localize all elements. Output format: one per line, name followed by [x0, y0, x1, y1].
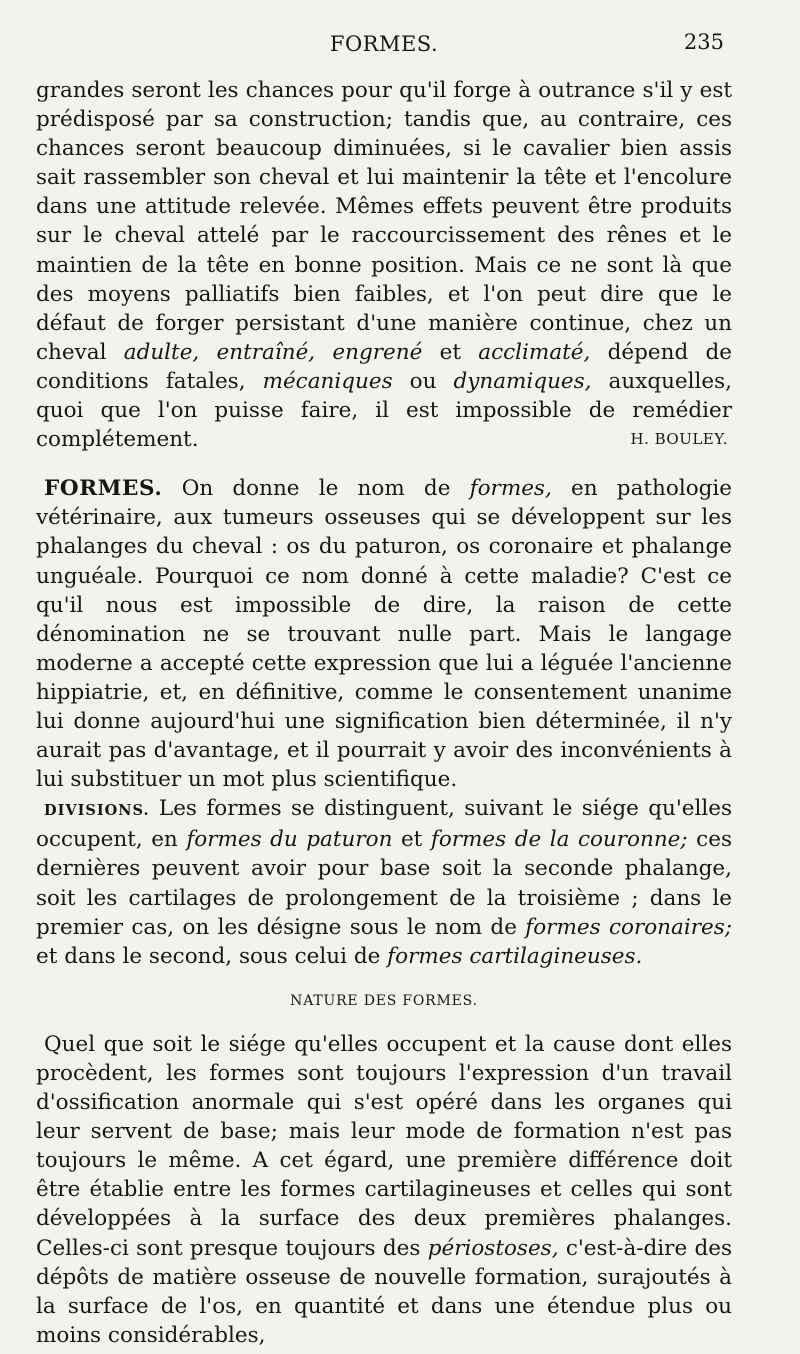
running-head-title: FORMES.	[329, 32, 439, 56]
paragraph-forging-conclusion	[36, 76, 732, 454]
paragraph-divisions	[36, 794, 732, 971]
italic-term: périostoses,	[427, 1235, 559, 1261]
paragraph-text: dépend de conditions fatales,	[36, 339, 732, 394]
entry-heading: FORMES.	[44, 476, 163, 502]
page-body	[36, 76, 732, 1350]
paragraph-text: c'est-à-dire des dépôts de matière osseuse de nouvelle formation, surajoutés à la surface de l'os, en quantité et dans une étendue plus ou moins considérables,	[36, 1235, 732, 1348]
paragraph-text: Les formes se distinguent, suivant le siége qu'elles occupent, en	[36, 796, 732, 853]
italic-term: dynamiques,	[453, 368, 592, 394]
paragraph-text: et	[422, 339, 479, 365]
paragraph-text: et dans le second, sous celui de	[36, 943, 388, 969]
page-number: 235	[683, 30, 724, 54]
paragraph-text: ces dernières peuvent avoir pour base soit la seconde phalange, soit les cartilages de prolongement de la troisième ; dans le premier cas, on les désigne sous le nom de	[36, 827, 732, 940]
italic-term: formes coronaires;	[525, 914, 732, 940]
paragraph-text: Quel que soit le siége qu'elles occupent et la cause dont elles procèdent, les formes sont toujours l'expression d'un travail d'ossification anormale qui s'est opéré dans les organes qui leur servent de base; mais leur mode de formation n'est pas toujours le même. A cet égard, une première différence doit être établie entre les formes cartilagineuses et celles qui sont développées à la surface des deux premières phalanges. Celles-ci sont presque toujours des	[36, 1031, 732, 1261]
italic-term: formes de la couronne;	[430, 827, 688, 853]
paragraph-text: On donne le nom de	[162, 476, 470, 502]
running-head	[36, 28, 732, 64]
paragraph-nature	[36, 1030, 732, 1350]
subsection-label: DIVISIONS.	[44, 802, 150, 820]
paragraph-text: auxquelles, quoi que l'on puisse faire, il est impossible de remédier complétement.	[36, 368, 733, 453]
paragraph-text: ou	[392, 368, 454, 394]
italic-term: formes,	[469, 476, 552, 502]
italic-term: formes cartilagineuses.	[387, 943, 643, 969]
paragraph-text: en pathologie vétérinaire, aux tumeurs osseuses qui se développent sur les phalanges du cheval : os du paturon, os coronaire et phalange unguéale. Pourquoi ce nom donné à cette maladie? C'est ce qu'il nous est impossible de dire, la raison de cette dénomination ne se trouvant nulle part. Mais le langage moderne a accepté cette expression que lui a léguée l'ancienne hippiatrie, et, en définitive, comme le consentement unanime lui donne aujourd'hui une signification bien déterminée, il n'y aurait pas d'avantage, et il pourrait y avoir des inconvénients à lui substituer un mot plus scientifique.	[36, 476, 733, 793]
italic-term: adulte, entraîné, engrené	[123, 339, 423, 365]
italic-term: acclimaté,	[478, 339, 591, 365]
section-heading: NATURE DES FORMES.	[290, 992, 478, 1009]
book-page	[36, 28, 733, 1348]
paragraph-text: et	[392, 827, 431, 853]
paragraph-text: grandes seront les chances pour qu'il forge à outrance s'il y est prédisposé par sa construction; tandis que, au contraire, ces chances seront beaucoup diminuées, si le cavalier bien assis sait rassembler son cheval et lui maintenir la tête et l'encolure dans une attitude relevée. Mêmes effets peuvent être produits sur le cheval attelé par le raccourcissement des rênes et le maintien de la tête en bonne position. Mais ce ne sont là que des moyens palliatifs bien faibles, et l'on peut dire que le défaut de forger persistant d'une manière continue, chez un cheval	[36, 78, 732, 365]
author-signature: H. BOULEY.	[630, 430, 728, 449]
italic-term: mécaniques	[262, 368, 393, 394]
paragraph-formes-definition	[36, 474, 732, 794]
italic-term: formes du paturon	[186, 827, 393, 853]
spacer	[36, 454, 732, 474]
